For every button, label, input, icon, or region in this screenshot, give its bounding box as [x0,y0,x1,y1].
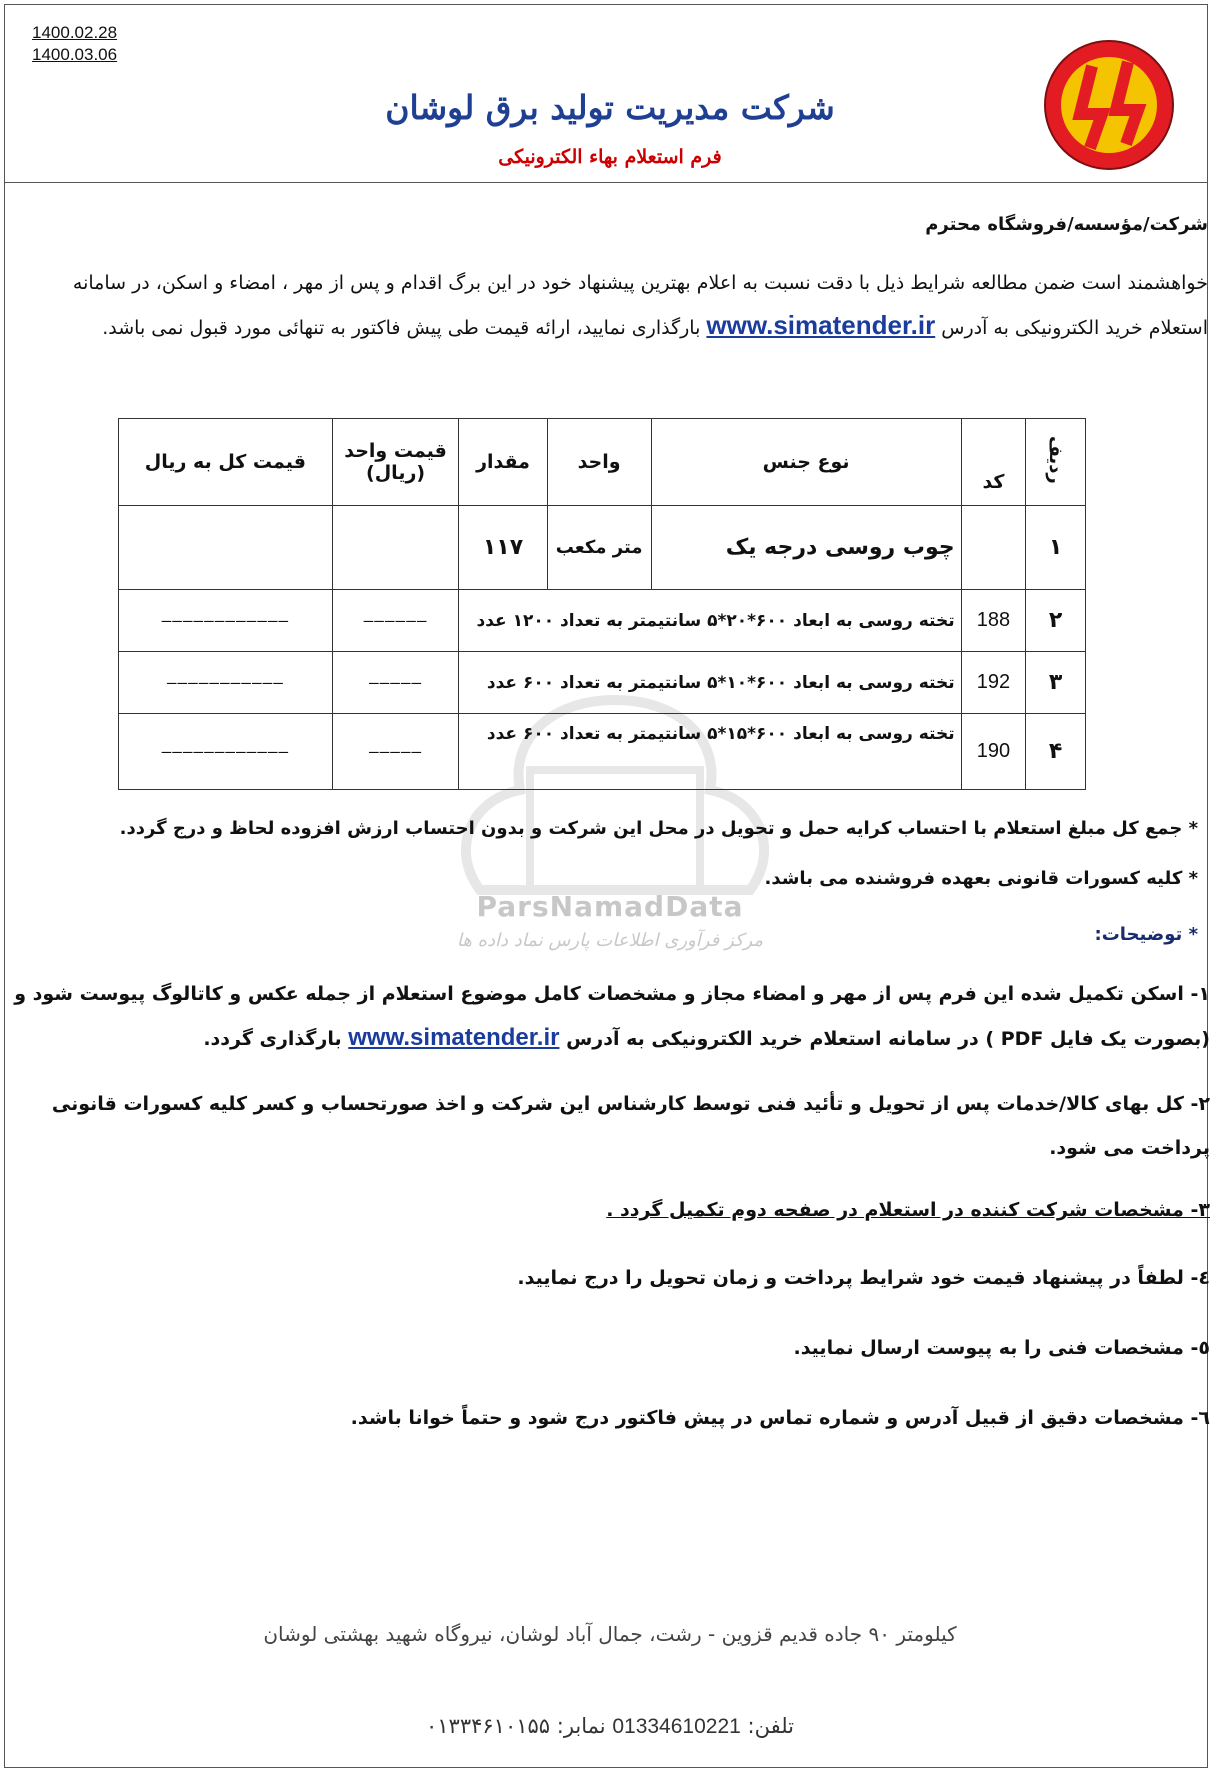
date-deadline: 1400.03.06 [32,45,118,64]
fax-number: ۰۱۳۳۴۶۱۰۱۵۵ [426,1714,551,1738]
instruction-1 [14,972,1210,1061]
website-link[interactable]: www.simatender.ir [706,310,936,340]
instruction-1-text: ۱- اسکن تکمیل شده این فرم پس از مهر و امضاء مجاز و مشخصات کامل موضوع استعلام از جمله عکس و کاتالوگ پیوست شود و (بصورت یک فایل PDF ) در سامانه استعلام خرید الکترونیکی به آدرس [14,983,1210,1050]
header-item-type: نوع جنس [651,419,961,506]
cell-total-price: –––––––––––– [119,714,333,790]
instruction-3: ۳- مشخصات شرکت کننده در استعلام در صفحه دوم تکمیل گردد . [606,1199,1210,1221]
intro-text-1: خواهشمند است ضمن مطالعه شرایط ذیل با دقت نسبت به اعلام بهترین پیشنهاد خود در این برگ اقدام و پس از مهر ، امضاء و اسکن، در سامانه استعلام خرید الکترونیکی به آدرس [72,272,1208,339]
website-link[interactable]: www.simatender.ir [348,1024,560,1051]
header-divider [4,182,1208,183]
instruction-4: ٤- لطفاً در پیشنهاد قیمت خود شرایط پرداخت و زمان تحویل را درج نمایید. [517,1267,1210,1289]
cell-unit: متر مکعب [547,506,651,590]
cell-description: تخته روسی به ابعاد ۶۰۰*۲۰*۵ سانتیمتر به تعداد ۱۲۰۰ عدد [459,590,961,652]
items-table [118,418,1086,790]
cell-code: 190 [961,714,1026,790]
intro-text-2: بارگذاری نمایید، ارائه قیمت طی پیش فاکتور به تنهائی مورد قبول نمی باشد. [102,317,701,339]
header-unit-price: قیمت واحد (ریال) [332,419,459,506]
cell-total-price: –––––––––––– [119,590,333,652]
watermark-text: ParsNamadData [476,890,744,923]
cell-row-number: ۳ [1026,652,1086,714]
note-total-price: * جمع کل مبلغ استعلام با احتساب کرایه حمل و تحویل در محل این شرکت و بدون احتساب ارزش افزوده لحاظ و درج گردد. [119,818,1198,839]
watermark-subtitle: مرکز فرآوری اطلاعات پارس نماد داده ها [456,930,764,951]
note-deductions: * کلیه کسورات قانونی بعهده فروشنده می باشد. [764,868,1198,889]
explanations-title: * توضیحات: [1094,924,1198,945]
header-unit: واحد [547,419,651,506]
instruction-6: ٦- مشخصات دقیق از قبیل آدرس و شماره تماس در پیش فاکتور درج شود و حتماً خوانا باشد. [350,1407,1210,1429]
cell-description: تخته روسی به ابعاد ۶۰۰*۱۰*۵ سانتیمتر به تعداد ۶۰۰ عدد [459,652,961,714]
header-quantity: مقدار [459,419,547,506]
intro-paragraph [28,262,1208,349]
cell-row-number: ۲ [1026,590,1086,652]
date-issued: 1400.02.28 [32,23,118,42]
cell-quantity: ۱۱۷ [459,506,547,590]
greeting: شرکت/مؤسسه/فروشگاه محترم [925,214,1208,235]
table-row [119,652,1086,714]
cell-code: 192 [961,652,1026,714]
cell-unit-price: –––––– [332,590,459,652]
cell-unit-price: ––––– [332,652,459,714]
table-header-row [119,419,1086,506]
instruction-5: ٥- مشخصات فنی را به پیوست ارسال نمایید. [793,1337,1210,1359]
cell-item-type: چوب روسی درجه یک [651,506,961,590]
header-code: کد [961,419,1026,506]
fax-label: نمابر: [556,1714,606,1738]
company-name: شرکت مدیریت تولید برق لوشان [385,88,835,127]
footer-contact [0,1714,1220,1739]
cell-code: 188 [961,590,1026,652]
phone-number: 01334610221 [612,1715,741,1738]
document-dates [32,22,117,66]
cell-description: تخته روسی به ابعاد ۶۰۰*۱۵*۵ سانتیمتر به تعداد ۶۰۰ عدد [459,714,961,790]
table-row [119,506,1086,590]
instruction-1-text-end: بارگذاری گردد. [203,1028,342,1050]
phone-label: تلفن: [747,1714,794,1738]
header-row-number: ردیف [1026,419,1086,506]
table-row [119,590,1086,652]
form-title: فرم استعلام بهاء الکترونیکی [498,146,722,168]
instruction-2: ۲- کل بهای کالا/خدمات پس از تحویل و تأئید فنی توسط کارشناس این شرکت و اخذ صورتحساب و کسر کلیه کسورات قانونی پرداخت می شود. [51,1093,1210,1159]
header-total-price: قیمت کل به ریال [119,419,333,506]
cell-row-number: ۱ [1026,506,1086,590]
table-row [119,714,1086,790]
cell-code [961,506,1026,590]
cell-total-price: ––––––––––– [119,652,333,714]
cell-row-number: ۴ [1026,714,1086,790]
cell-total-price[interactable] [119,506,333,590]
cell-unit-price: ––––– [332,714,459,790]
footer-address: کیلومتر ۹۰ جاده قدیم قزوین - رشت، جمال آباد لوشان، نیروگاه شهید بهشتی لوشان [263,1622,957,1646]
cell-unit-price[interactable] [332,506,459,590]
